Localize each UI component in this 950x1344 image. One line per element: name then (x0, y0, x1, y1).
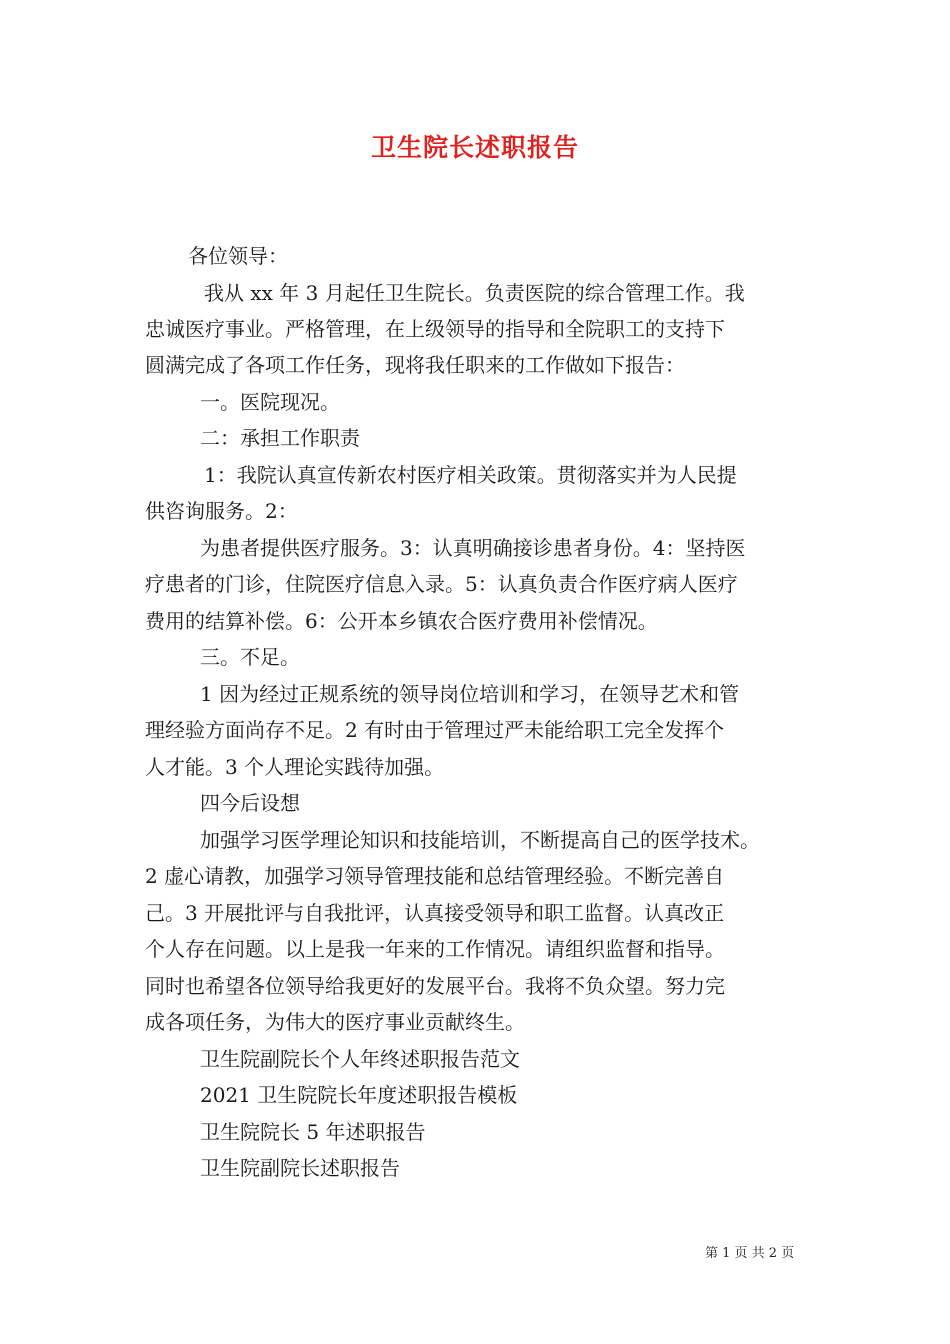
section-heading: 三。不足。 (200, 645, 300, 669)
body-line: 同时也希望各位领导给我更好的发展平台。我将不负众望。努力完 (145, 974, 725, 998)
body-line: 己。3 开展批评与自我批评，认真接受领导和职工监督。认真改正 (145, 901, 725, 925)
body-line: 为患者提供医疗服务。3：认真明确接诊患者身份。4：坚持医 (200, 536, 746, 560)
related-title: 2021 卫生院院长年度述职报告模板 (200, 1083, 518, 1107)
body-line: 人才能。3 个人理论实践待加强。 (145, 755, 445, 779)
page-number: 第 1 页 共 2 页 (705, 1246, 795, 1261)
body-line: 费用的结算补偿。6：公开本乡镇农合医疗费用补偿情况。 (145, 609, 658, 633)
body-line: 忠诚医疗事业。严格管理，在上级领导的指导和全院职工的支持下 (145, 317, 725, 341)
body-line: 我从 xx 年 3 月起任卫生院长。负责医院的综合管理工作。我 (204, 281, 745, 305)
related-title: 卫生院院长 5 年述职报告 (200, 1120, 426, 1144)
related-title: 卫生院副院长个人年终述职报告范文 (200, 1047, 520, 1071)
body-line: 理经验方面尚存不足。2 有时由于管理过严未能给职工完全发挥个 (145, 718, 725, 742)
body-line: 成各项任务，为伟大的医疗事业贡献终生。 (145, 1010, 525, 1034)
section-heading: 二：承担工作职责 (200, 426, 360, 450)
body-line: 2 虚心请教，加强学习领导管理技能和总结管理经验。不断完善自 (145, 864, 725, 888)
body-line: 1 因为经过正规系统的领导岗位培训和学习，在领导艺术和管 (200, 682, 740, 706)
related-title: 卫生院副院长述职报告 (200, 1156, 400, 1180)
salutation: 各位领导： (188, 244, 288, 268)
body-line: 疗患者的门诊，住院医疗信息入录。5：认真负责合作医疗病人医疗 (145, 572, 738, 596)
body-line: 加强学习医学理论知识和技能培训，不断提高自己的医学技术。 (200, 828, 760, 852)
body-line: 1：我院认真宣传新农村医疗相关政策。贯彻落实并为人民提 (204, 463, 737, 487)
body-line: 供咨询服务。2： (145, 499, 298, 523)
section-heading: 一。医院现况。 (200, 390, 340, 414)
document-title: 卫生院长述职报告 (370, 133, 579, 162)
body-line: 个人存在问题。以上是我一年来的工作情况。请组织监督和指导。 (145, 937, 725, 961)
body-line: 圆满完成了各项工作任务，现将我任职来的工作做如下报告： (145, 353, 685, 377)
section-heading: 四今后设想 (200, 791, 300, 815)
